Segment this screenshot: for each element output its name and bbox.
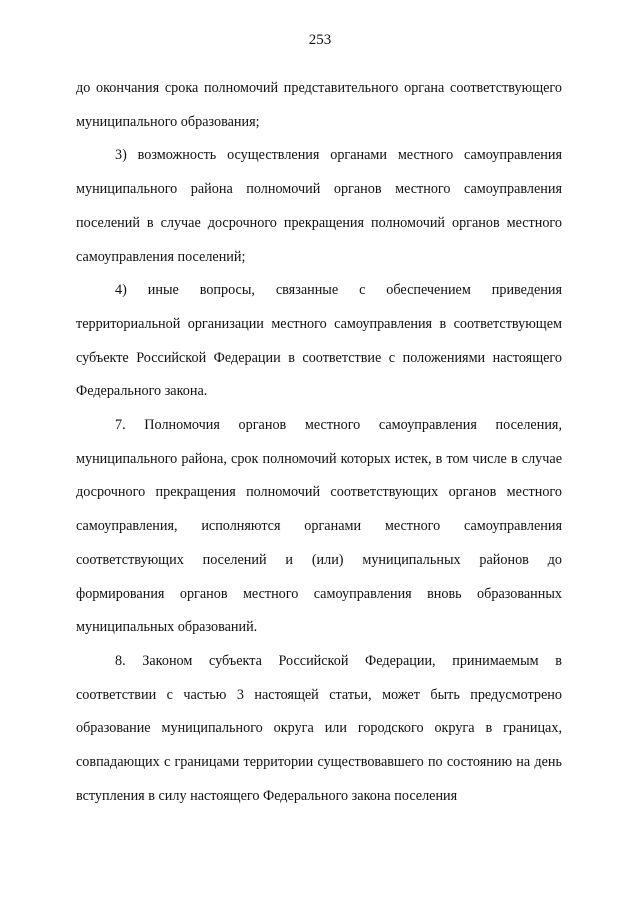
paragraph-part-8: 8. Законом субъекта Российской Федерации, принимаемым в соответствии с частью 3 настоящей статьи, может быть предусмотрено образование муниципального округа или городского округа в границах, совпадающих с границами территории существовавшего по состоянию на день вступления в силу настоящего Федерального закона поселения [76,652,562,804]
paragraph-item-4: 4) иные вопросы, связанные с обеспечением приведения территориальной организации местного самоуправления в соответствующем субъекте Российской Федерации в соответствие с положениями настоящего Федерального закона. [76,282,562,400]
document-body [76,72,562,813]
paragraph-part-7: 7. Полномочия органов местного самоуправления поселения, муниципального района, срок полномочий которых истек, в том числе в случае досрочного прекращения полномочий соответствующих органов местного самоуправления, исполняются органами местного самоуправления соответствующих поселений и (или) муниципальных районов до формирования органов местного самоуправления вновь образованных муниципальных образований. [76,417,562,636]
paragraph-item-3: 3) возможность осуществления органами местного самоуправления муниципального района полномочий органов местного самоуправления поселений в случае досрочного прекращения полномочий органов местного самоуправления поселений; [76,147,562,265]
paragraph-continuation: до окончания срока полномочий представительного органа соответствующего муниципального образования; [76,80,562,130]
page-number: 253 [308,32,332,48]
